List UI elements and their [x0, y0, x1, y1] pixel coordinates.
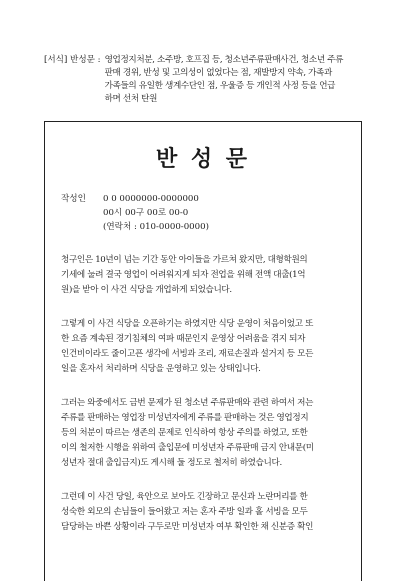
paragraph-line: 이의 철저한 시행을 위하여 출입문에 미성년자 주류판매 금지 안내문(미: [61, 443, 314, 453]
paragraph-2: [61, 317, 345, 377]
writer-address: 00시 00구 00로 00-0: [103, 208, 189, 218]
example-row: [44, 54, 366, 106]
paragraph-line: 한 요즘 계속된 경기침체의 여파 때문인지 운영상 어려움을 겪지 되자: [61, 334, 306, 344]
paragraph-line: 성숙한 외모의 손님들이 들어왔고 저는 혼자 주방 일과 홀 서빙을 모두: [61, 507, 308, 517]
example-line: 하며 선처 탄원: [104, 94, 158, 104]
writer-row: [61, 192, 345, 206]
example-summary: [44, 54, 366, 106]
document-box: [44, 121, 362, 581]
writer-label: 작성인: [61, 194, 86, 204]
paragraph-3: [61, 396, 345, 471]
document-title: 반 성 문: [155, 146, 251, 172]
example-line: 가족들의 유일한 생계수단인 점, 우울증 등 개인적 사정 등을 언급: [104, 81, 336, 91]
writer-row: [61, 220, 345, 234]
paragraph-line: 그런데 이 사건 당일, 육안으로 보아도 긴장하고 문신과 노란머리를 한: [61, 492, 308, 502]
paragraph-line: 등의 처분이 따르는 생존의 문제로 인식하여 항상 주의를 하였고, 또한: [61, 428, 308, 438]
paragraph-4: [61, 490, 345, 535]
paragraph-line: 인건비이라도 줄이고픈 생각에 서빙과 조리, 재료손질과 설거지 등 모든: [61, 349, 314, 359]
paragraph-line: 그러는 와중에서도 금번 문제가 된 청소년 주류판매와 관련 하여서 저는: [61, 398, 314, 408]
paragraph-line: 원)을 받아 이 사건 식당을 개업하게 되었습니다.: [61, 285, 232, 295]
writer-contact: (연락처 : 010-0000-0000): [103, 222, 209, 232]
paragraph-line: 성년자 절대 출입금지)도 게시해 둘 정도로 철저히 하였습니다.: [61, 458, 282, 468]
example-line: 판매 경위, 반성 및 고의성이 없었다는 점, 재발방지 약속, 가족과: [104, 68, 332, 78]
paragraph-line: 그렇게 이 사건 식당을 오픈하기는 하였지만 식당 운영이 처음이었고 또: [61, 319, 314, 329]
writer-row: [61, 206, 345, 220]
paragraph-line: 주류를 판매하는 영업장 미성년자에게 주류를 판매하는 것은 영업정지: [61, 413, 309, 423]
writer-block: [61, 192, 345, 234]
example-tag: [서식] 반성문 :: [44, 55, 101, 65]
example-lines: [105, 54, 366, 106]
paragraph-line: 기세에 눌려 결국 영업이 어려워지게 되자 전업을 위해 전액 대출(1억: [61, 270, 306, 280]
paragraph-line: 담당하는 바쁜 상황이라 구두로만 미성년자 여부 확인한 채 신분증 확인: [61, 522, 314, 532]
paragraph-line: 일을 혼자서 처리하며 식당을 운영하고 있는 상태입니다.: [61, 364, 261, 374]
writer-id: 0 0 0000000-0000000: [103, 194, 199, 204]
paragraph-1: [61, 253, 345, 298]
paragraph-line: 청구인은 10년이 넘는 기간 동안 아이들을 가르쳐 왔지만, 대형학원의: [61, 255, 308, 265]
example-line: 영업정지처분, 소주방, 호프집 등, 청소년주류판매사건, 청소년 주류: [104, 55, 344, 65]
